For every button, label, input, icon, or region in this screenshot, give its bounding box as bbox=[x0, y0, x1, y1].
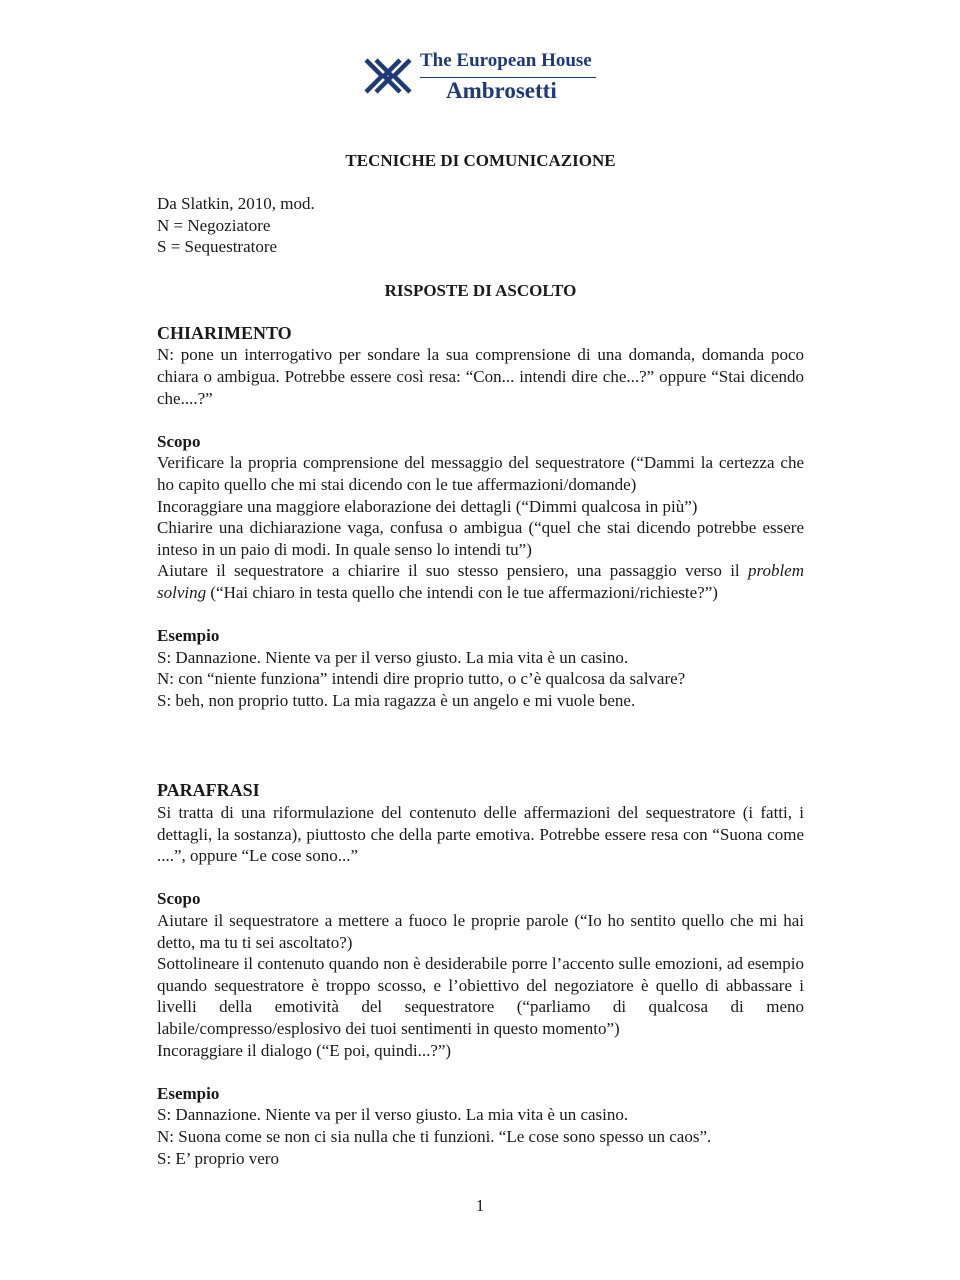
parafrasi-scopo-item: Aiutare il sequestratore a mettere a fuoco le proprie parole (“Io ho sentito quello che mi hai detto, ma tu ti sei ascoltato?) bbox=[157, 911, 804, 952]
parafrasi-esempio-line: S: Dannazione. Niente va per il verso giusto. La mia vita è un casino. bbox=[157, 1105, 629, 1125]
scopo-last-post: (“Hai chiaro in testa quello che intendi con le tue affermazioni/richieste?”) bbox=[206, 582, 718, 602]
company-logo bbox=[362, 50, 602, 102]
parafrasi-heading: PARAFRASI bbox=[157, 780, 260, 801]
chiarimento-scopo-item-last bbox=[157, 560, 804, 603]
parafrasi-esempio-line: S: E’ proprio vero bbox=[157, 1148, 279, 1168]
chiarimento-esempio-line: N: con “niente funziona” intendi dire proprio tutto, o c’è qualcosa da salvare? bbox=[157, 669, 686, 689]
chiarimento-scopo-item: Chiarire una dichiarazione vaga, confusa o ambigua (“quel che stai dicendo potrebbe essere inteso in un paio di modi. In quale senso lo intendi tu”) bbox=[157, 518, 804, 559]
chiarimento-description: N: pone un interrogativo per sondare la sua comprensione di una domanda, domanda poco chiara o ambigua. Potrebbe essere così resa: “Con... intendi dire che...?” oppure “Stai dicendo che....?” bbox=[157, 345, 804, 408]
chiarimento-esempio-line: S: Dannazione. Niente va per il verso giusto. La mia vita è un casino. bbox=[157, 647, 629, 667]
logo-line-2: Ambrosetti bbox=[446, 78, 557, 103]
chiarimento-heading: CHIARIMENTO bbox=[157, 322, 292, 343]
parafrasi-esempio-line: N: Suona come se non ci sia nulla che ti funzioni. “Le cose sono spesso un caos”. bbox=[157, 1126, 712, 1146]
parafrasi-scopo-item: Sottolineare il contenuto quando non è desiderabile porre l’accento sulle emozioni, ad esempio quando sequestratore è troppo scosso, e l’obiettivo del negoziatore è quello di abbassare i livelli della emotività del sequestratore (“parliamo di qualcosa di meno labile/compresso/esplosivo dei tuoi sentimenti in questo momento”) bbox=[157, 954, 804, 1038]
chiarimento-esempio-line: S: beh, non proprio tutto. La mia ragazza è un angelo e mi vuole bene. bbox=[157, 690, 636, 710]
scopo-last-pre: Aiutare il sequestratore a chiarire il suo stesso pensiero, una passaggio verso il bbox=[157, 561, 748, 581]
chiarimento-scopo-item: Verificare la propria comprensione del messaggio del sequestratore (“Dammi la certezza che ho capito quello che mi stai dicendo con le tue affermazioni/domande) bbox=[157, 453, 804, 494]
section-title: RISPOSTE DI ASCOLTO bbox=[384, 280, 577, 300]
parafrasi-esempio-heading: Esempio bbox=[157, 1083, 220, 1103]
parafrasi-description: Si tratta di una riformulazione del contenuto delle affermazioni del sequestratore (i fatti, i dettagli, la sostanza), piuttosto che della parte emotiva. Potrebbe essere resa con “Suona come ....”, oppure “Le cose sono...” bbox=[157, 803, 804, 866]
parafrasi-scopo-heading: Scopo bbox=[157, 889, 201, 909]
logo-line-1: The European House bbox=[420, 50, 592, 71]
chiarimento-scopo-heading: Scopo bbox=[157, 431, 201, 451]
parafrasi-scopo-item: Incoraggiare il dialogo (“E poi, quindi...?”) bbox=[157, 1040, 452, 1060]
legend-s: S = Sequestratore bbox=[157, 237, 278, 257]
legend-n: N = Negoziatore bbox=[157, 215, 271, 235]
logo-mark-icon bbox=[362, 54, 414, 98]
document-body bbox=[157, 150, 804, 1169]
chiarimento-esempio-heading: Esempio bbox=[157, 626, 220, 646]
source-line: Da Slatkin, 2010, mod. bbox=[157, 194, 315, 214]
chiarimento-scopo-item: Incoraggiare una maggiore elaborazione dei dettagli (“Dimmi qualcosa in più”) bbox=[157, 496, 698, 516]
page-number: 1 bbox=[475, 1196, 485, 1215]
document-title: TECNICHE DI COMUNICAZIONE bbox=[345, 151, 616, 170]
scopo-last-italic: problem solving bbox=[157, 561, 804, 602]
